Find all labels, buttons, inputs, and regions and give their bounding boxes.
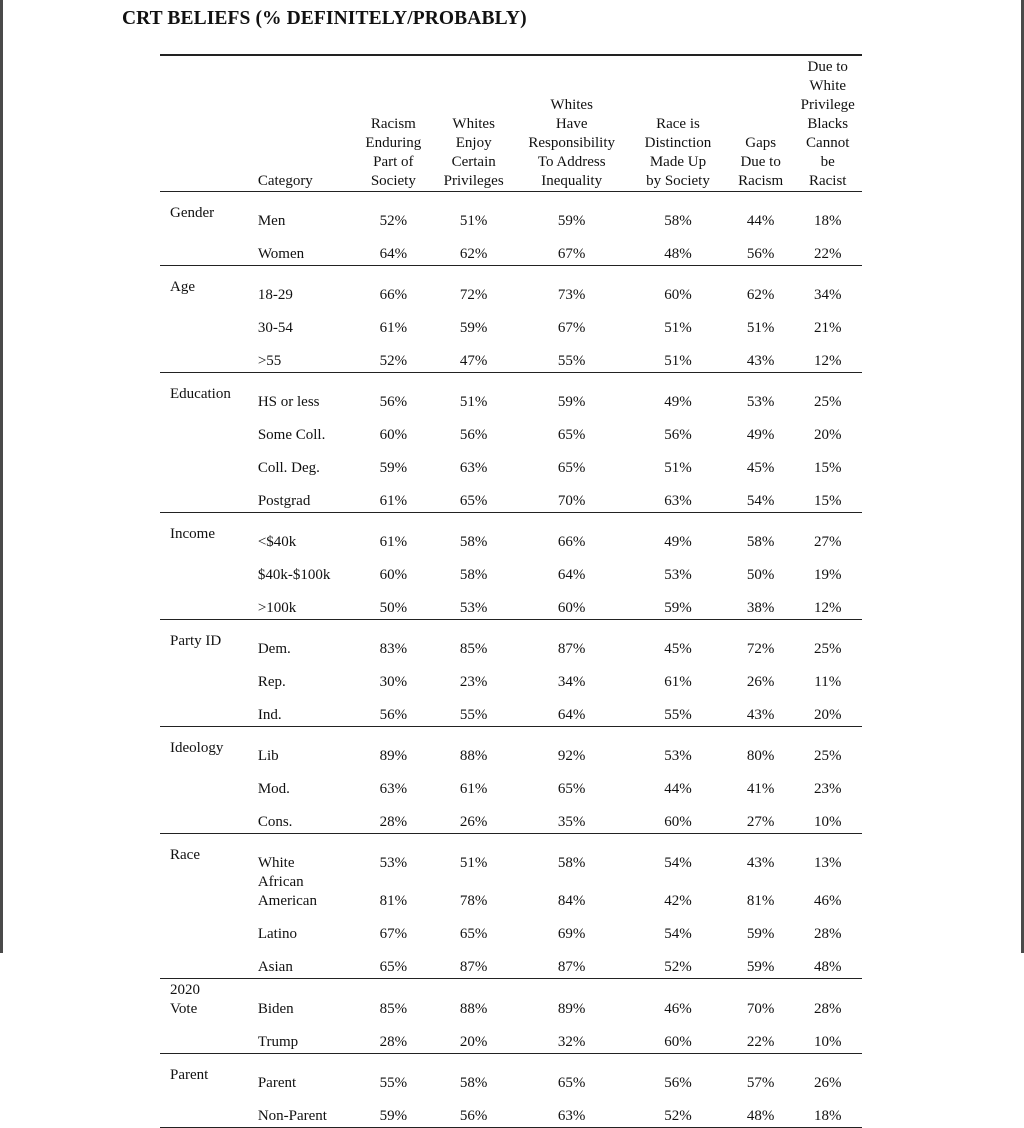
value-cell: 81%: [746, 893, 775, 909]
value-cell: 58%: [664, 213, 692, 229]
group-label: [160, 944, 248, 979]
value-cell: 51%: [459, 213, 488, 229]
value-cell: 11%: [814, 674, 842, 690]
value-cell: 67%: [379, 926, 408, 942]
table-header-row: [160, 56, 862, 192]
category-label: Latino: [257, 926, 297, 942]
table-row: [160, 1093, 862, 1128]
value-cell: 23%: [459, 674, 488, 690]
value-cell: 63%: [379, 781, 408, 797]
category-label: Mod.: [257, 781, 290, 797]
column-header-line: White: [809, 78, 847, 94]
group-label: [160, 766, 248, 799]
value-cell: 55%: [379, 1075, 408, 1091]
value-cell: 59%: [628, 585, 728, 620]
value-cell: 64%: [355, 231, 432, 266]
value-cell: 60%: [628, 1019, 728, 1054]
value-cell: 35%: [515, 799, 628, 834]
category-label: Cons.: [248, 799, 355, 834]
category-label: Ind.: [248, 692, 355, 727]
column-header-line: Part of: [373, 154, 414, 170]
value-cell: 56%: [432, 1093, 515, 1128]
table-row: [160, 338, 862, 373]
value-cell: 51%: [746, 320, 775, 336]
value-cell: 65%: [432, 478, 515, 513]
column-header-c1: [355, 56, 432, 192]
value-cell: 25%: [813, 394, 842, 410]
column-header-line: Society: [370, 173, 416, 189]
category-label: African American: [257, 874, 317, 909]
group-label: Parent: [170, 1067, 209, 1083]
value-cell: 27%: [728, 799, 794, 834]
column-header-line: Certain: [451, 154, 496, 170]
value-cell: 56%: [459, 427, 488, 443]
value-cell: 45%: [746, 460, 775, 476]
value-cell: 52%: [379, 213, 408, 229]
value-cell: 13%: [813, 855, 842, 871]
value-cell: 34%: [813, 287, 842, 303]
column-header-line: Distinction: [644, 135, 712, 151]
table-row: [160, 620, 862, 660]
table-row: [160, 513, 862, 553]
value-cell: 38%: [728, 585, 794, 620]
table-row: [160, 692, 862, 727]
value-cell: 54%: [664, 926, 692, 942]
value-cell: 63%: [628, 478, 728, 513]
value-cell: 70%: [515, 478, 628, 513]
value-cell: 10%: [793, 799, 862, 834]
value-cell: 27%: [813, 534, 842, 550]
value-cell: 84%: [557, 893, 586, 909]
table-body: [160, 192, 862, 1128]
left-window-edge: [0, 0, 3, 953]
group-label: [160, 305, 248, 338]
group-label: [160, 231, 248, 266]
value-cell: 65%: [557, 781, 586, 797]
value-cell: 48%: [628, 231, 728, 266]
value-cell: 60%: [628, 799, 728, 834]
value-cell: 63%: [515, 1093, 628, 1128]
column-header-line: Privileges: [443, 173, 504, 189]
column-header-c2: [432, 56, 515, 192]
category-label: Women: [248, 231, 355, 266]
value-cell: 12%: [793, 338, 862, 373]
value-cell: 50%: [746, 567, 775, 583]
group-label: 2020 Vote: [170, 982, 200, 1017]
value-cell: 72%: [746, 641, 775, 657]
table-row: [160, 799, 862, 834]
value-cell: 70%: [746, 1001, 775, 1017]
column-header-line: Have: [555, 116, 588, 132]
value-cell: 65%: [557, 460, 586, 476]
table-row: [160, 766, 862, 799]
column-header-line: Race is: [656, 116, 700, 132]
value-cell: 53%: [664, 748, 692, 764]
value-cell: 51%: [628, 338, 728, 373]
value-cell: 58%: [459, 534, 488, 550]
value-cell: 28%: [355, 1019, 432, 1054]
category-label: Biden: [257, 1001, 294, 1017]
page-title: CRT BELIEFS (% DEFINITELY/PROBABLY): [122, 8, 527, 29]
table-row: [160, 585, 862, 620]
value-cell: 63%: [459, 460, 488, 476]
value-cell: 28%: [355, 799, 432, 834]
value-cell: 88%: [459, 1001, 488, 1017]
value-cell: 65%: [557, 1075, 586, 1091]
column-header-group: [160, 56, 248, 192]
value-cell: 23%: [813, 781, 842, 797]
value-cell: 56%: [664, 427, 692, 443]
value-cell: 58%: [746, 534, 775, 550]
group-label: Ideology: [170, 740, 224, 756]
group-label: [160, 692, 248, 727]
value-cell: 26%: [813, 1075, 842, 1091]
table-row: [160, 192, 862, 232]
value-cell: 56%: [664, 1075, 692, 1091]
group-label: Party ID: [170, 633, 222, 649]
group-label: Age: [170, 279, 195, 295]
category-label: Dem.: [257, 641, 291, 657]
value-cell: 53%: [746, 394, 775, 410]
value-cell: 52%: [628, 944, 728, 979]
column-header-line: Gaps: [745, 135, 777, 151]
group-label: [160, 873, 248, 911]
value-cell: 12%: [793, 585, 862, 620]
value-cell: 43%: [746, 855, 775, 871]
value-cell: 62%: [746, 287, 775, 303]
value-cell: 25%: [813, 748, 842, 764]
group-label: Education: [170, 386, 231, 402]
value-cell: 49%: [664, 394, 692, 410]
value-cell: 43%: [728, 692, 794, 727]
column-header-line: Whites: [452, 116, 495, 132]
column-header-line: Cannot: [806, 135, 850, 151]
column-header-line: Inequality: [541, 173, 603, 189]
group-label: [160, 552, 248, 585]
category-label: Non-Parent: [248, 1093, 355, 1128]
value-cell: 28%: [813, 926, 842, 942]
column-header-line: Made Up: [649, 154, 707, 170]
category-label: >100k: [248, 585, 355, 620]
value-cell: 89%: [379, 748, 408, 764]
value-cell: 48%: [728, 1093, 794, 1128]
table-row: [160, 911, 862, 944]
group-label: [160, 1093, 248, 1128]
category-label: <$40k: [257, 534, 297, 550]
group-label: Income: [170, 526, 215, 542]
value-cell: 49%: [746, 427, 775, 443]
value-cell: 15%: [813, 460, 842, 476]
column-header-c4: [628, 56, 728, 192]
category-label: White: [257, 855, 295, 871]
value-cell: 59%: [557, 394, 586, 410]
column-header-line: To Address: [537, 154, 606, 170]
column-header-line: be: [820, 154, 835, 170]
group-label: [160, 1019, 248, 1054]
value-cell: 58%: [557, 855, 586, 871]
value-cell: 47%: [432, 338, 515, 373]
value-cell: 64%: [515, 692, 628, 727]
value-cell: 25%: [813, 641, 842, 657]
value-cell: 61%: [379, 320, 408, 336]
value-cell: 88%: [459, 748, 488, 764]
table-row: [160, 834, 862, 874]
value-cell: 34%: [557, 674, 586, 690]
table-row: [160, 979, 862, 1020]
value-cell: 41%: [746, 781, 775, 797]
category-label: Rep.: [257, 674, 286, 690]
value-cell: 21%: [813, 320, 842, 336]
table-row: [160, 478, 862, 513]
value-cell: 60%: [379, 567, 408, 583]
group-label: [160, 445, 248, 478]
value-cell: 66%: [557, 534, 586, 550]
value-cell: 55%: [628, 692, 728, 727]
value-cell: 58%: [459, 1075, 488, 1091]
column-header-line: Due to: [807, 59, 848, 75]
value-cell: 20%: [813, 427, 842, 443]
value-cell: 53%: [664, 567, 692, 583]
value-cell: 52%: [628, 1093, 728, 1128]
column-header-line: Racist: [808, 173, 847, 189]
category-label: Asian: [248, 944, 355, 979]
value-cell: 92%: [557, 748, 586, 764]
value-cell: 64%: [557, 567, 586, 583]
group-label: [160, 799, 248, 834]
table-row: [160, 727, 862, 767]
value-cell: 56%: [355, 692, 432, 727]
value-cell: 51%: [664, 460, 692, 476]
value-cell: 30%: [379, 674, 408, 690]
group-label: [160, 659, 248, 692]
value-cell: 53%: [379, 855, 408, 871]
category-label: Coll. Deg.: [257, 460, 320, 476]
group-label: [160, 911, 248, 944]
value-cell: 56%: [728, 231, 794, 266]
value-cell: 80%: [746, 748, 775, 764]
table-row: [160, 445, 862, 478]
column-header-line: Privilege: [800, 97, 855, 113]
table-row: [160, 1054, 862, 1094]
value-cell: 26%: [432, 799, 515, 834]
value-cell: 26%: [746, 674, 775, 690]
value-cell: 51%: [459, 855, 488, 871]
value-cell: 48%: [793, 944, 862, 979]
value-cell: 67%: [515, 231, 628, 266]
value-cell: 60%: [664, 287, 692, 303]
value-cell: 54%: [728, 478, 794, 513]
table-row: [160, 552, 862, 585]
value-cell: 43%: [728, 338, 794, 373]
category-label: HS or less: [257, 394, 320, 410]
column-header-c3: [515, 56, 628, 192]
value-cell: 22%: [793, 231, 862, 266]
value-cell: 54%: [664, 855, 692, 871]
group-label: Race: [170, 847, 200, 863]
value-cell: 81%: [379, 893, 408, 909]
category-label: Some Coll.: [257, 427, 326, 443]
value-cell: 61%: [379, 534, 408, 550]
column-header-line: Blacks: [807, 116, 849, 132]
value-cell: 61%: [664, 674, 692, 690]
value-cell: 60%: [515, 585, 628, 620]
column-header-line: Enduring: [365, 135, 422, 151]
value-cell: 62%: [432, 231, 515, 266]
value-cell: 10%: [793, 1019, 862, 1054]
value-cell: 69%: [557, 926, 586, 942]
table-row: [160, 659, 862, 692]
value-cell: 59%: [728, 944, 794, 979]
value-cell: 44%: [746, 213, 775, 229]
table-row: [160, 873, 862, 911]
value-cell: 59%: [459, 320, 488, 336]
category-label: >55: [248, 338, 355, 373]
value-cell: 61%: [459, 781, 488, 797]
value-cell: 87%: [515, 944, 628, 979]
table-row: [160, 1019, 862, 1054]
column-header-line: by Society: [646, 173, 710, 189]
value-cell: 83%: [379, 641, 408, 657]
value-cell: 85%: [459, 641, 488, 657]
value-cell: 85%: [379, 1001, 408, 1017]
value-cell: 51%: [459, 394, 488, 410]
value-cell: 57%: [746, 1075, 775, 1091]
value-cell: 65%: [557, 427, 586, 443]
value-cell: 78%: [459, 893, 488, 909]
column-header-c5: [728, 56, 794, 192]
table-row: [160, 373, 862, 413]
value-cell: 53%: [432, 585, 515, 620]
value-cell: 73%: [557, 287, 586, 303]
value-cell: 22%: [728, 1019, 794, 1054]
group-label: [160, 585, 248, 620]
column-header-line: Responsibility: [528, 135, 616, 151]
value-cell: 42%: [664, 893, 692, 909]
category-label: 18-29: [257, 287, 293, 303]
category-label: $40k-$100k: [257, 567, 331, 583]
value-cell: 59%: [746, 926, 775, 942]
value-cell: 18%: [793, 1093, 862, 1128]
table-row: [160, 944, 862, 979]
value-cell: 67%: [557, 320, 586, 336]
value-cell: 59%: [355, 1093, 432, 1128]
value-cell: 55%: [515, 338, 628, 373]
column-header-line: Racism: [370, 116, 416, 132]
group-label: [160, 338, 248, 373]
value-cell: 15%: [793, 478, 862, 513]
value-cell: 87%: [557, 641, 586, 657]
value-cell: 51%: [664, 320, 692, 336]
column-header-line: Enjoy: [455, 135, 492, 151]
value-cell: 20%: [793, 692, 862, 727]
table-row: [160, 231, 862, 266]
value-cell: 19%: [813, 567, 842, 583]
column-header-line: Due to: [740, 154, 781, 170]
value-cell: 46%: [664, 1001, 692, 1017]
table-row: [160, 305, 862, 338]
value-cell: 45%: [664, 641, 692, 657]
group-label: [160, 412, 248, 445]
value-cell: 66%: [379, 287, 408, 303]
category-label: Men: [257, 213, 286, 229]
category-label: Trump: [248, 1019, 355, 1054]
value-cell: 20%: [432, 1019, 515, 1054]
value-cell: 55%: [432, 692, 515, 727]
category-label: Postgrad: [248, 478, 355, 513]
column-header-category: Category: [248, 56, 355, 192]
value-cell: 59%: [379, 460, 408, 476]
value-cell: 59%: [557, 213, 586, 229]
group-label: Gender: [170, 205, 215, 221]
column-header-line: Whites: [550, 97, 593, 113]
value-cell: 18%: [813, 213, 842, 229]
category-label: Parent: [257, 1075, 297, 1091]
value-cell: 65%: [355, 944, 432, 979]
value-cell: 61%: [355, 478, 432, 513]
column-header-c6: [793, 56, 862, 192]
value-cell: 44%: [664, 781, 692, 797]
table-row: [160, 266, 862, 306]
category-label: 30-54: [257, 320, 293, 336]
group-label: [160, 478, 248, 513]
table-row: [160, 412, 862, 445]
column-header-line: Racism: [738, 173, 784, 189]
value-cell: 72%: [459, 287, 488, 303]
value-cell: 50%: [355, 585, 432, 620]
value-cell: 56%: [379, 394, 408, 410]
value-cell: 46%: [813, 893, 842, 909]
value-cell: 89%: [557, 1001, 586, 1017]
value-cell: 32%: [515, 1019, 628, 1054]
value-cell: 28%: [813, 1001, 842, 1017]
value-cell: 65%: [459, 926, 488, 942]
value-cell: 58%: [459, 567, 488, 583]
value-cell: 60%: [379, 427, 408, 443]
category-label: Lib: [257, 748, 279, 764]
value-cell: 52%: [355, 338, 432, 373]
crt-beliefs-table: [160, 54, 862, 1128]
value-cell: 87%: [432, 944, 515, 979]
value-cell: 49%: [664, 534, 692, 550]
